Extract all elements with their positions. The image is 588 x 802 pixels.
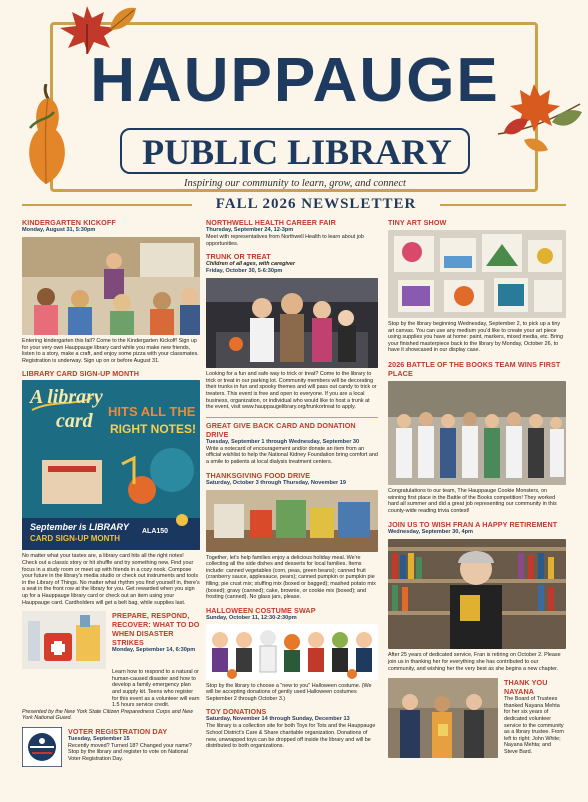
event-date: Sunday, October 11, 12:30-2:30pm: [206, 614, 297, 621]
poster-text-hits: HITS ALL THE: [108, 404, 196, 420]
emergency-kit-photo: [22, 611, 106, 669]
event-date: Tuesday, September 1 through Wednesday, September 30: [206, 438, 360, 445]
section-body: Looking for a fun and safe way to trick or treat? Come to the library to trick or treat in our parking lot. Community members will be decorating their trunks in fun and spooky themes and will pass out candy to trick or treaters. This event is free and open to everyone. If you are a local business, organization, or individual who would like to host a trunk at the event, visit www.hauppaugelibrary.org/trunkortreat to apply.: [206, 371, 377, 411]
section-body: The Board of Trustees thanked Nayana Mehta for her six years of dedicated volunteer service to the community as a library trustee. From left to right: John White; Nayana Mehta; and Steve Bard.: [504, 696, 564, 755]
library-subtitle: PUBLIC LIBRARY: [142, 132, 452, 172]
section-title: JOIN US TO WISH FRAN A HAPPY RETIREMENT: [388, 520, 558, 530]
trunk-or-treat-photo: [206, 278, 378, 368]
retirement-photo: [388, 539, 566, 649]
section-body: Meet with representatives from Northwell Health to learn about job opportunities.: [206, 234, 364, 247]
section-title: HALLOWEEN COSTUME SWAP: [206, 605, 316, 615]
event-date: Friday, October 30, 5-6:30pm: [206, 268, 283, 275]
event-audience: Children of all ages, with caregiver: [206, 261, 295, 268]
subtitle-banner: [120, 128, 470, 174]
tiny-art-photo: [388, 230, 566, 318]
halloween-costumes-illustration: [206, 624, 378, 680]
kindergarten-photo: [22, 237, 200, 335]
section-title: THANK YOU NAYANA: [504, 678, 548, 697]
event-date: Saturday, November 14 through Sunday, December 13: [206, 716, 350, 723]
thank-you-section: [388, 678, 566, 758]
library-title: HAUPPAUGE: [90, 46, 500, 115]
event-date: Tuesday, September 15: [68, 735, 130, 742]
section-body: Stop by the library to choose a "new to you" Halloween costume. (We will be accepting donations of gently used Halloween costumes September 2 through October 3.): [206, 682, 372, 702]
give-back-section: [206, 417, 378, 466]
section-title: THANKSGIVING FOOD DRIVE: [206, 470, 311, 480]
left-column: [22, 218, 200, 777]
battle-of-books-photo: [388, 381, 566, 485]
trustees-photo: [388, 678, 498, 758]
event-date: Saturday, October 3 through Thursday, November 19: [206, 479, 346, 486]
newsletter-title: FALL 2026 NEWSLETTER: [215, 196, 417, 212]
poster-footer-1: September is LIBRARY: [30, 522, 129, 533]
section-body: Congratulations to our team, The Hauppauge Cookie Monsters, on winning first place in the Battle of the Books competition! They worked hard all summer and did a great job representing our community in this county-wide reading trivia contest!: [388, 487, 557, 514]
section-title: KINDERGARTEN KICKOFF: [22, 218, 116, 227]
section-credit: Presented by the New York State Citizen Preparedness Corps and New York National Guard.: [22, 708, 193, 722]
section-title: 2026 BATTLE OF THE BOOKS TEAM WINS FIRST PLACE: [388, 359, 561, 378]
section-title: TINY ART SHOW: [388, 218, 447, 227]
poster-text-card: card: [56, 410, 93, 433]
right-column: [388, 218, 566, 758]
section-title: LIBRARY CARD SIGN-UP MONTH: [22, 369, 140, 379]
section-body: Write a notecard of encouragement and/or donate an item from an official wishlist to help the National Kidney Foundation bring comfort and a smile to patients at local dialysis treatment centers.: [206, 445, 378, 465]
prepare-section: [22, 611, 200, 683]
event-date: Wednesday, September 30, 4pm: [388, 529, 473, 536]
divider: [440, 204, 566, 206]
section-body: No matter what your tastes are, a library card hits all the right notes! Check out a classic story or hit shuffle and try something new. Find your focus in a study room or meet up with friends in a cozy nook. Compose your future in the library's media studio or check out instruments and tools in the Library of Things. No matter what rhythm you find yourself in, there's a seat in the front row at the library for you. Get rewarded when you sign up for a Hauppauge library card or check out an item using your Hauppauge card. Cardholders will get a belt bag, while supplies last.: [22, 553, 200, 606]
event-date: Monday, August 31, 5:30pm: [22, 227, 96, 233]
section-body: Entering kindergarten this fall? Come to the Kindergarten Kickoff! Sign up for your very own Hauppauge library card while you make new friends, listen to a story, make a craft, and enjoy some pizza with your classmates. Registration is underway. Sign up on or before August 31.: [22, 338, 199, 364]
section-title: NORTHWELL HEALTH CAREER FAIR: [206, 218, 336, 227]
section-title: VOTER REGISTRATION DAY: [68, 726, 168, 736]
section-title: GREAT GIVE BACK CARD AND DONATION DRIVE: [206, 420, 356, 439]
voter-registration-icon: [22, 727, 62, 767]
section-title: TRUNK OR TREAT: [206, 252, 271, 262]
event-date: Monday, September 14, 6:30pm: [112, 647, 196, 654]
section-body: Stop by the library beginning Wednesday, September 2, to pick up a tiny art canvas. You can use any medium you'd like to create your art piece using supplies you have at home: paint, markers, mixed media, etc. Bring your finished masterpiece back to the library by Monday, October 26, to have it showcased in our display case.: [388, 321, 563, 354]
divider: [22, 204, 192, 206]
middle-column: [206, 218, 378, 750]
poster-text-a: A library: [30, 386, 103, 409]
section-title: TOY DONATIONS: [206, 707, 267, 717]
ala-logo: ALA150: [142, 528, 169, 536]
tagline: Inspiring our community to learn, grow, and connect: [184, 178, 406, 189]
section-body: Together, let's help families enjoy a delicious holiday meal. We're collecting all the side dishes and desserts for local families. Items include: canned vegetables (corn, peas, green beans); canned fruit (cranberry sauce, applesauce, pears); canned pumpkin or pumpkin pie filling; pie crust mix; stuffing mix (boxed or bagged); mashed potato mix (boxed); gravy (canned); cake, brownie, or cookie mix (boxed); and frosting (canned). No glass jars, please.: [206, 554, 376, 601]
section-title: PREPARE, RESPOND, RECOVER: WHAT TO DO WHEN DISASTER STRIKES: [112, 611, 200, 648]
masthead: [0, 0, 588, 196]
section-body: Learn how to respond to a natural or human-caused disaster and how to develop a family emergency plan and supply kit. Teens who register for this event as a volunteer will earn 1.5 hours service credit.: [112, 669, 200, 709]
event-date: Thursday, September 24, 12-3pm: [206, 227, 294, 233]
section-body: The library is a collection site for both Toys for Tots and the Hauppauge School District's Care & Share charitable organization. Donations of new, unwrapped toys can be dropped off inside the library and will be distributed to both organizations.: [206, 723, 376, 750]
voter-section: [22, 727, 200, 777]
section-body: Recently moved? Turned 18? Changed your name? Stop by the library and register to vote on National Voter Registration Day.: [68, 742, 192, 763]
small-leaf-icon: [106, 4, 140, 34]
poster-footer-2: CARD SIGN-UP MONTH: [30, 534, 121, 544]
section-body: After 25 years of dedicated service, Fran is retiring on October 2. Please join us in thanking her for everything she has contributed to our community, and wishing her the very best as she begins a new chapter.: [388, 652, 561, 672]
library-card-poster: [22, 380, 200, 550]
poster-text-right: RIGHT NOTES!: [110, 422, 196, 437]
food-drive-photo: [206, 490, 378, 552]
newsletter-bar: [22, 196, 566, 214]
